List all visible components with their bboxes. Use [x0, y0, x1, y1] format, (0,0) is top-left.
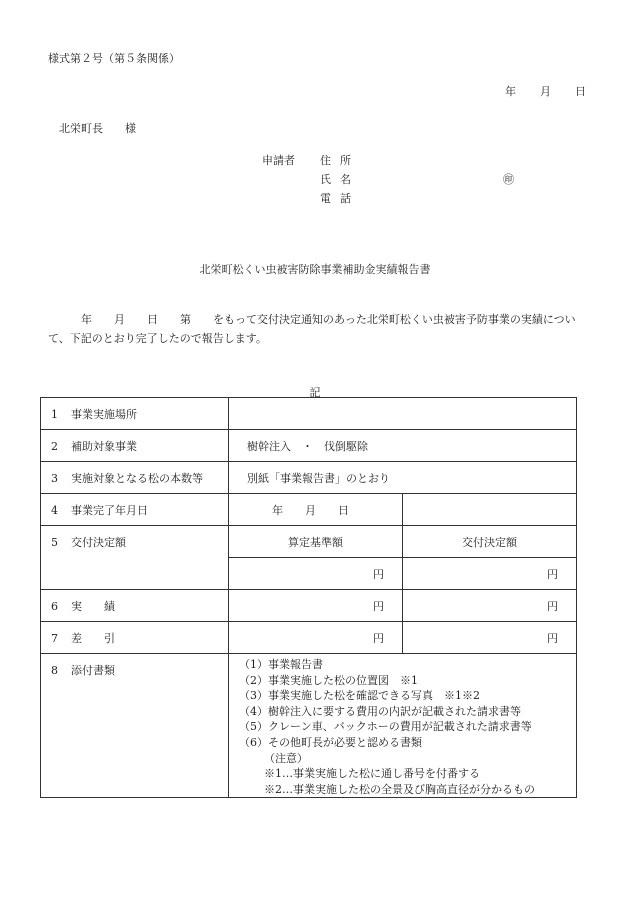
list-item: （6）その他町長が必要と認める書類 — [239, 735, 422, 749]
row-label: 4 事業完了年月日 — [41, 494, 229, 526]
table-row — [41, 526, 577, 558]
note-item: ※2…事業実施した松の全景及び胸高直径が分かるもの — [264, 782, 535, 796]
applicant-address-label: 住 所 — [320, 154, 351, 167]
grant-amount-yen: 円 — [403, 558, 577, 590]
actual-yen-1: 円 — [229, 590, 403, 622]
row-value: 樹幹注入 ・ 伐倒駆除 — [229, 430, 577, 462]
list-item: （5）クレーン車、バックホーの費用が記載された請求書等 — [239, 720, 532, 734]
document-title: 北栄町松くい虫被害防除事業補助金実績報告書 — [199, 263, 431, 276]
form-number: 様式第２号（第５条関係） — [48, 52, 180, 65]
difference-label: 7 差 引 — [41, 622, 229, 654]
row-value: 別紙「事業報告書」のとおり — [229, 462, 577, 494]
actual-label: 6 実 績 — [41, 590, 229, 622]
actual-yen-2: 円 — [403, 590, 577, 622]
difference-yen-1: 円 — [229, 622, 403, 654]
table-row — [41, 494, 577, 526]
table-row — [41, 654, 577, 798]
grant-label: 5 交付決定額 — [41, 526, 229, 590]
note-heading: （注意） — [264, 751, 308, 765]
addressee: 北栄町長 様 — [59, 122, 136, 135]
list-item: （4）樹幹注入に要する費用の内訳が記載された請求書等 — [239, 704, 521, 718]
table-row — [41, 462, 577, 494]
report-table — [40, 397, 577, 798]
table-row — [41, 398, 577, 430]
ki-heading: 記 — [309, 386, 321, 399]
row-label: 1 事業実施場所 — [41, 398, 229, 430]
completion-date: 年 月 日 — [229, 494, 403, 526]
date-month: 月 — [540, 85, 551, 98]
list-item: （2）事業実施した松の位置図 ※1 — [239, 673, 418, 687]
seal-mark: ㊞ — [503, 173, 514, 186]
base-amount-header: 算定基準額 — [229, 526, 403, 558]
attachments-label: 8 添付書類 — [41, 654, 229, 798]
list-item: （3）事業実施した松を確認できる写真 ※1※2 — [239, 689, 480, 703]
table-row — [41, 430, 577, 462]
table-row — [41, 590, 577, 622]
note-item: ※1…事業実施した松に通し番号を付番する — [264, 767, 480, 781]
date-year: 年 — [505, 85, 516, 98]
base-amount-yen: 円 — [229, 558, 403, 590]
applicant-phone-label: 電 話 — [320, 192, 351, 205]
applicant-label: 申請者 — [262, 154, 295, 167]
grant-amount-header: 交付決定額 — [403, 526, 577, 558]
row-label: 3 実施対象となる松の本数等 — [41, 462, 229, 494]
date-day: 日 — [575, 85, 586, 98]
body-text: 年 月 日 第 をもって交付決定通知のあった北栄町松くい虫被害予防事業の実績について、下記のとおり完了したので報告します。 — [48, 313, 576, 345]
report-date — [505, 83, 586, 99]
row-value — [229, 398, 577, 430]
table-row — [41, 622, 577, 654]
attachments-list — [229, 654, 577, 798]
applicant-name-label: 氏 名 — [320, 173, 351, 186]
difference-yen-2: 円 — [403, 622, 577, 654]
row-label: 2 補助対象事業 — [41, 430, 229, 462]
list-item: （1）事業報告書 — [239, 658, 323, 671]
